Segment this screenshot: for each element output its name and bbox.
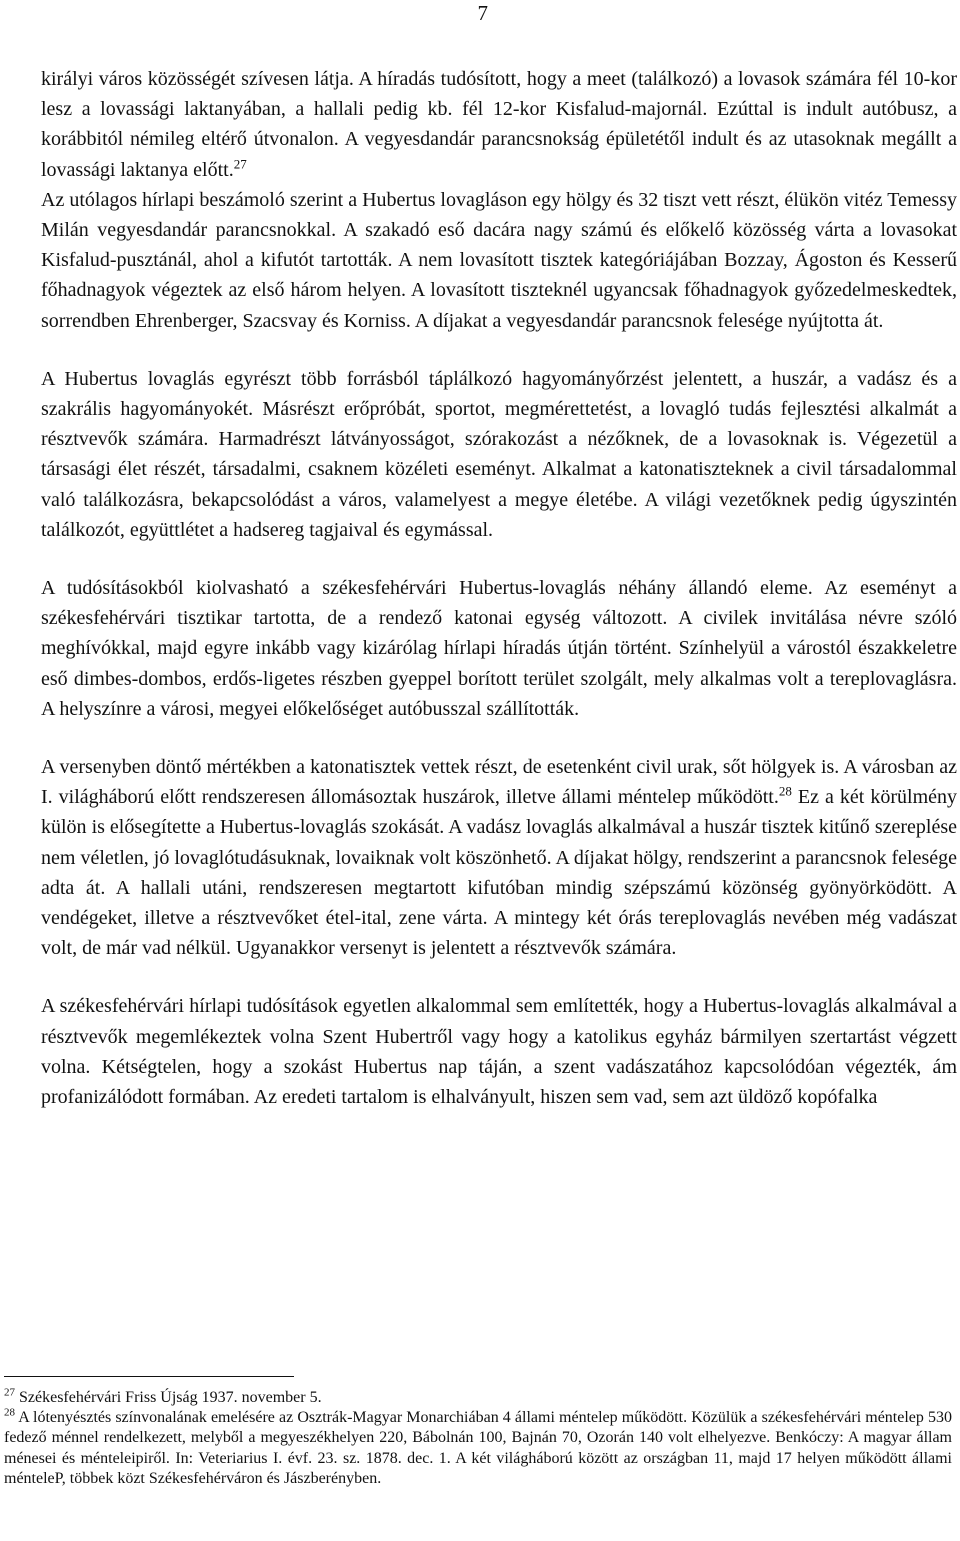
paragraph-text: Ez a két körülmény külön is elősegítette a Hubertus-lovaglás szokását. A vadász lovaglás alkalmával a huszár tisztek kitűnő szereplése nem véletlen, jó lovaglótudásuknak, lovaiknak volt köszönhető. A díjakat hölgy, rendszerint a parancsnok felesége adta át. A hallali utáni, rendszeresen megtartott kifutóban mindig szépszámú közönség gyönyörködött. A vendégeket, illetve a résztvevőket étel-ital, zene várta. A mintegy két órás tereplovaglás nevében még vadászat volt, de már vad nélkül. Ugyanakkor versenyt is jelentett a résztvevők számára. bbox=[41, 786, 958, 960]
paragraph bbox=[41, 64, 957, 336]
paragraph: A tudósításokból kiolvasható a székesfehérvári Hubertus-lovaglás néhány állandó eleme. Az eseményt a székesfehérvári tisztikar tartotta, de a rendező katonai egység változott. A civilek invitálása névre szóló meghívókkal, majd egyre inkább vagy kizárólag hírlapi híradás útján történt. Színhelyül a várostól északkeletre eső dimbes-dombos, erdős-ligetes részben gyeppel borított terület szolgált, mely alkalmas volt a tereplovaglásra. A helyszínre a városi, megyei előkelőséget autóbusszal szállították. bbox=[41, 577, 957, 720]
body-text bbox=[41, 64, 957, 1112]
paragraph-text: királyi város közösségét szívesen látja. A híradás tudósított, hogy a meet (találkozó) a lovasok számára fél 10-kor lesz a lovassági laktanyában, a hallali pedig kb. fél 12-kor Kisfalud-majornál. Ezúttal is indult autóbusz, a korábbitól némileg eltérő útvonalon. A vegyesdandár parancsnokság épületétől indult és az utasoknak megállt a lovassági laktanya előtt. bbox=[41, 68, 957, 181]
paragraph: A Hubertus lovaglás egyrészt több forrásból táplálkozó hagyományőrzést jelentett, a huszár, a vadász és a szakrális hagyományokét. Másrészt erőpróbát, sportot, megmérettetést, a lovagló tudás fejlesztési alkalmát a résztvevők számára. Harmadrészt látványosságot, szórakozást a nézőknek, de a lovasoknak is. Végezetül a társasági élet részét, társadalmi, csaknem közéleti eseményt. Alkalmat a katonatiszteknek a civil társadalommal való találkozásra, bekapcsolódást a város, valamelyest a megye életébe. A világi vezetőknek pedig úgyszintén találkozót, együttlétet a hadsereg tagjaival és egymással. bbox=[41, 367, 957, 541]
page-number: 7 bbox=[477, 1, 488, 25]
footnote-text: Székesfehérvári Friss Újság 1937. november 5. bbox=[19, 1389, 322, 1406]
footnote-text: A lótenyésztés színvonalának emelésére az Osztrák-Magyar Monarchiában 4 állami méntelep működött. Közülük a székesfehérvári méntelep 530 fedező ménnel rendelkezett, melyből a megyeszékhelyen 220, Bábolnán 100, Bajnán 70, Ozorán 140 volt elhelyezve. Benkóczy: A magyar állam ménesei és ménteleipiről. In: Veteriarius I. évf. 23. sz. 1878. dec. 1. A két világháború között az országban 11, majd 17 helyen működött állami ménteleP, többek közt Székesfehérváron és Jászberényben. bbox=[4, 1409, 952, 1487]
paragraph-text: Az utólagos hírlapi beszámoló szerint a Hubertus lovagláson egy hölgy és 32 tiszt vett részt, élükön vitéz Temessy Milán vegyesdandár parancsnokkal. A szakadó eső dacára nagy számú és előkelő közösség várta a lovasokat Kisfalud-pusztánál, ahol a kifutót tartották. A nem lovasított tisztek kategóriájában Bozzay, Ágoston és Kesserű főhadnagyok végeztek az első három helyen. A lovasított tiszteknél ugyancsak főhadnagyok győzedelmeskedtek, sorrendben Ehrenberger, Szacsvay és Korniss. A díjakat a vegyesdandár parancsnok felesége nyújtotta át. bbox=[41, 188, 957, 332]
footnote-number: 27 bbox=[4, 1386, 15, 1399]
footnotes bbox=[4, 1388, 952, 1489]
footnote bbox=[4, 1388, 952, 1408]
paragraph: A székesfehérvári hírlapi tudósítások egyetlen alkalommal sem említették, hogy a Hubertus-lovaglás alkalmával a résztvevők megemlékeztek volna Szent Hubertről vagy hogy a katolikus egyház bármilyen szertartást végzett volna. Kétségtelen, hogy a szokást Hubertus nap táján, a szent vadászatához kapcsolódóan végezték, ám profanizálódott formában. Az eredeti tartalom is elhalványult, hiszen sem vad, sem azt üldöző kopófalka bbox=[41, 995, 957, 1109]
footnote-reference[interactable]: 27 bbox=[233, 155, 247, 171]
footnote-reference[interactable]: 28 bbox=[778, 783, 792, 799]
paragraph-text: A versenyben döntő mértékben a katonatisztek vettek részt, de esetenként civil urak, sőt hölgyek is. A városban az I. világháború előtt rendszeresen állomásoztak huszárok, illetve állami méntelep működött. bbox=[41, 756, 957, 809]
footnote-number: 28 bbox=[4, 1406, 15, 1419]
footnote bbox=[4, 1408, 952, 1489]
footnote-divider bbox=[4, 1376, 294, 1377]
paragraph bbox=[41, 752, 957, 963]
